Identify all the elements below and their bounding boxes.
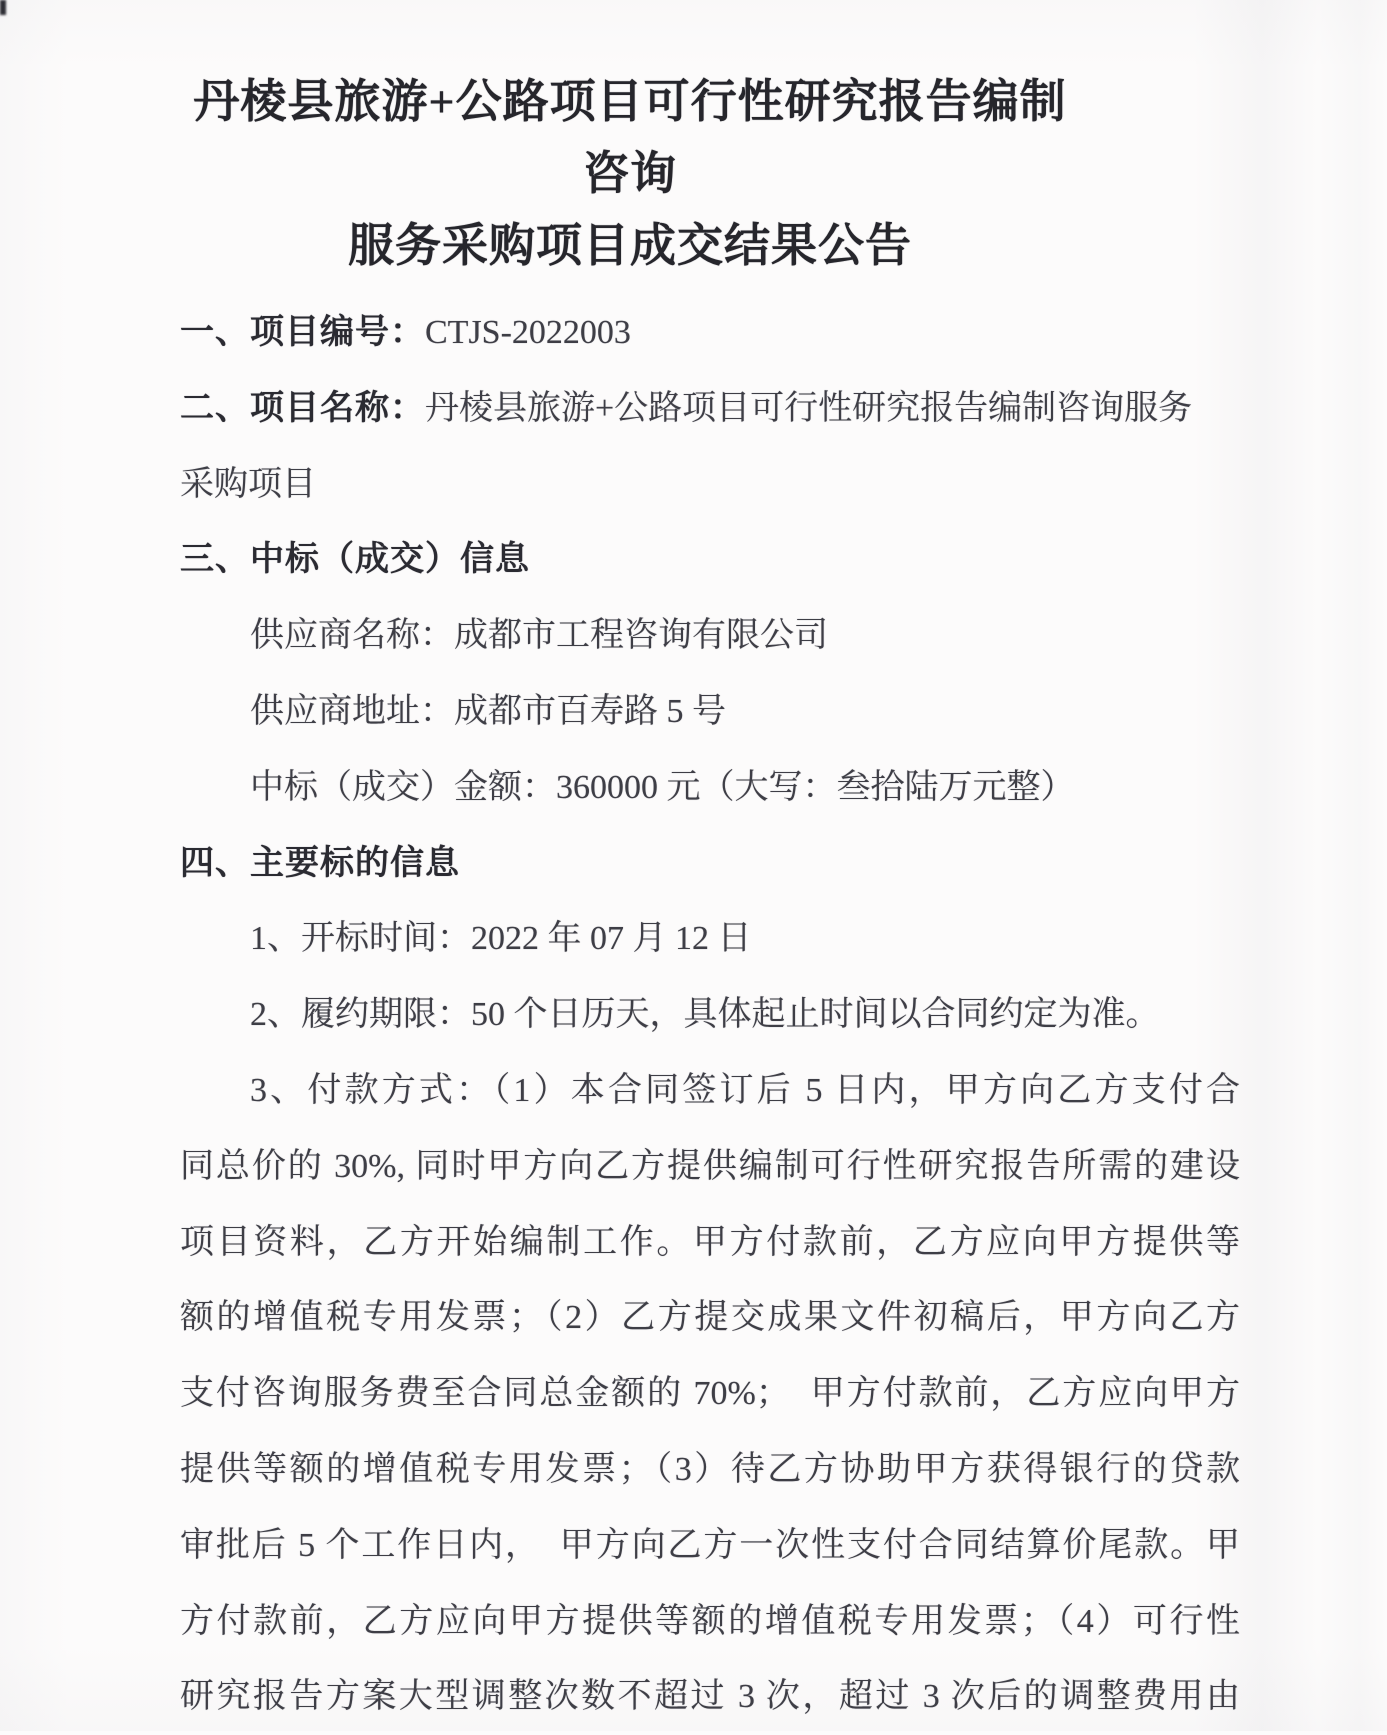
doc-line-payment-line-5	[180, 1356, 1240, 1432]
line-text: 1、开标时间：2022 年 07 月 12 日	[250, 920, 752, 958]
line-text: 支付咨询服务费至合同总金额的 70%； 甲方付款前，乙方应向甲方	[180, 1375, 1240, 1413]
line-text: 采购项目	[180, 465, 316, 503]
doc-line-project-number	[180, 295, 1240, 371]
doc-line-payment-line-3	[180, 1205, 1240, 1281]
photo-corner-artifact	[0, 0, 6, 15]
doc-line-payment-line-2	[180, 1129, 1240, 1205]
doc-line-supplier-name	[180, 598, 1240, 674]
line-text: 提供等额的增值税专用发票；（3）待乙方协助甲方获得银行的贷款	[180, 1450, 1240, 1488]
doc-line-project-name	[180, 371, 1240, 447]
doc-line-payment-line-1	[180, 1053, 1240, 1129]
doc-line-payment-line-8	[180, 1584, 1240, 1660]
line-text: 方付款前，乙方应向甲方提供等额的增值税专用发票；（4）可行性	[180, 1602, 1240, 1640]
doc-line-performance-period	[180, 977, 1240, 1053]
line-label: 三、中标（成交）信息	[180, 540, 530, 579]
doc-line-project-name-cont	[180, 447, 1240, 523]
document-title	[180, 66, 1080, 282]
doc-line-award-amount	[180, 750, 1240, 826]
line-text: CTJS-2022003	[425, 314, 631, 351]
document-title-line1: 丹棱县旅游+公路项目可行性研究报告编制咨询	[193, 76, 1067, 199]
doc-line-payment-line-6	[180, 1432, 1240, 1508]
doc-line-payment-line-7	[180, 1508, 1240, 1584]
doc-line-bid-opening-time	[180, 901, 1240, 977]
line-text: 供应商地址：成都市百寿路 5 号	[250, 692, 726, 730]
line-text: 审批后 5 个工作日内， 甲方向乙方一次性支付合同结算价尾款。甲	[180, 1526, 1240, 1564]
line-label: 四、主要标的信息	[180, 843, 460, 882]
document-title-line2: 服务采购项目成交结果公告	[348, 220, 912, 271]
doc-line-payment-line-9	[180, 1659, 1240, 1735]
line-text: 额的增值税专用发票；（2）乙方提交成果文件初稿后，甲方向乙方	[180, 1299, 1240, 1337]
line-text: 同总价的 30%, 同时甲方向乙方提供编制可行性研究报告所需的建设	[180, 1147, 1240, 1185]
doc-line-payment-line-4	[180, 1280, 1240, 1356]
line-label: 一、项目编号：	[180, 313, 425, 351]
line-text: 项目资料，乙方开始编制工作。甲方付款前，乙方应向甲方提供等	[180, 1223, 1240, 1261]
line-text: 丹棱县旅游+公路项目可行性研究报告编制咨询服务	[425, 389, 1193, 427]
line-text: 供应商名称：成都市工程咨询有限公司	[250, 617, 828, 655]
document-body	[180, 295, 1240, 1735]
line-label: 二、项目名称：	[180, 388, 425, 427]
doc-line-supplier-address	[180, 674, 1240, 750]
line-text: 中标（成交）金额：360000 元（大写：叁拾陆万元整）	[250, 768, 1075, 806]
line-text: 研究报告方案大型调整次数不超过 3 次，超过 3 次后的调整费用由	[180, 1678, 1240, 1716]
doc-line-award-info-heading	[180, 522, 1240, 598]
line-text: 2、履约期限：50 个日历天，具体起止时间以合同约定为准。	[250, 996, 1160, 1034]
line-text: 3、付款方式：（1）本合同签订后 5 日内，甲方向乙方支付合	[250, 1071, 1240, 1109]
doc-line-main-subject-heading	[180, 826, 1240, 902]
